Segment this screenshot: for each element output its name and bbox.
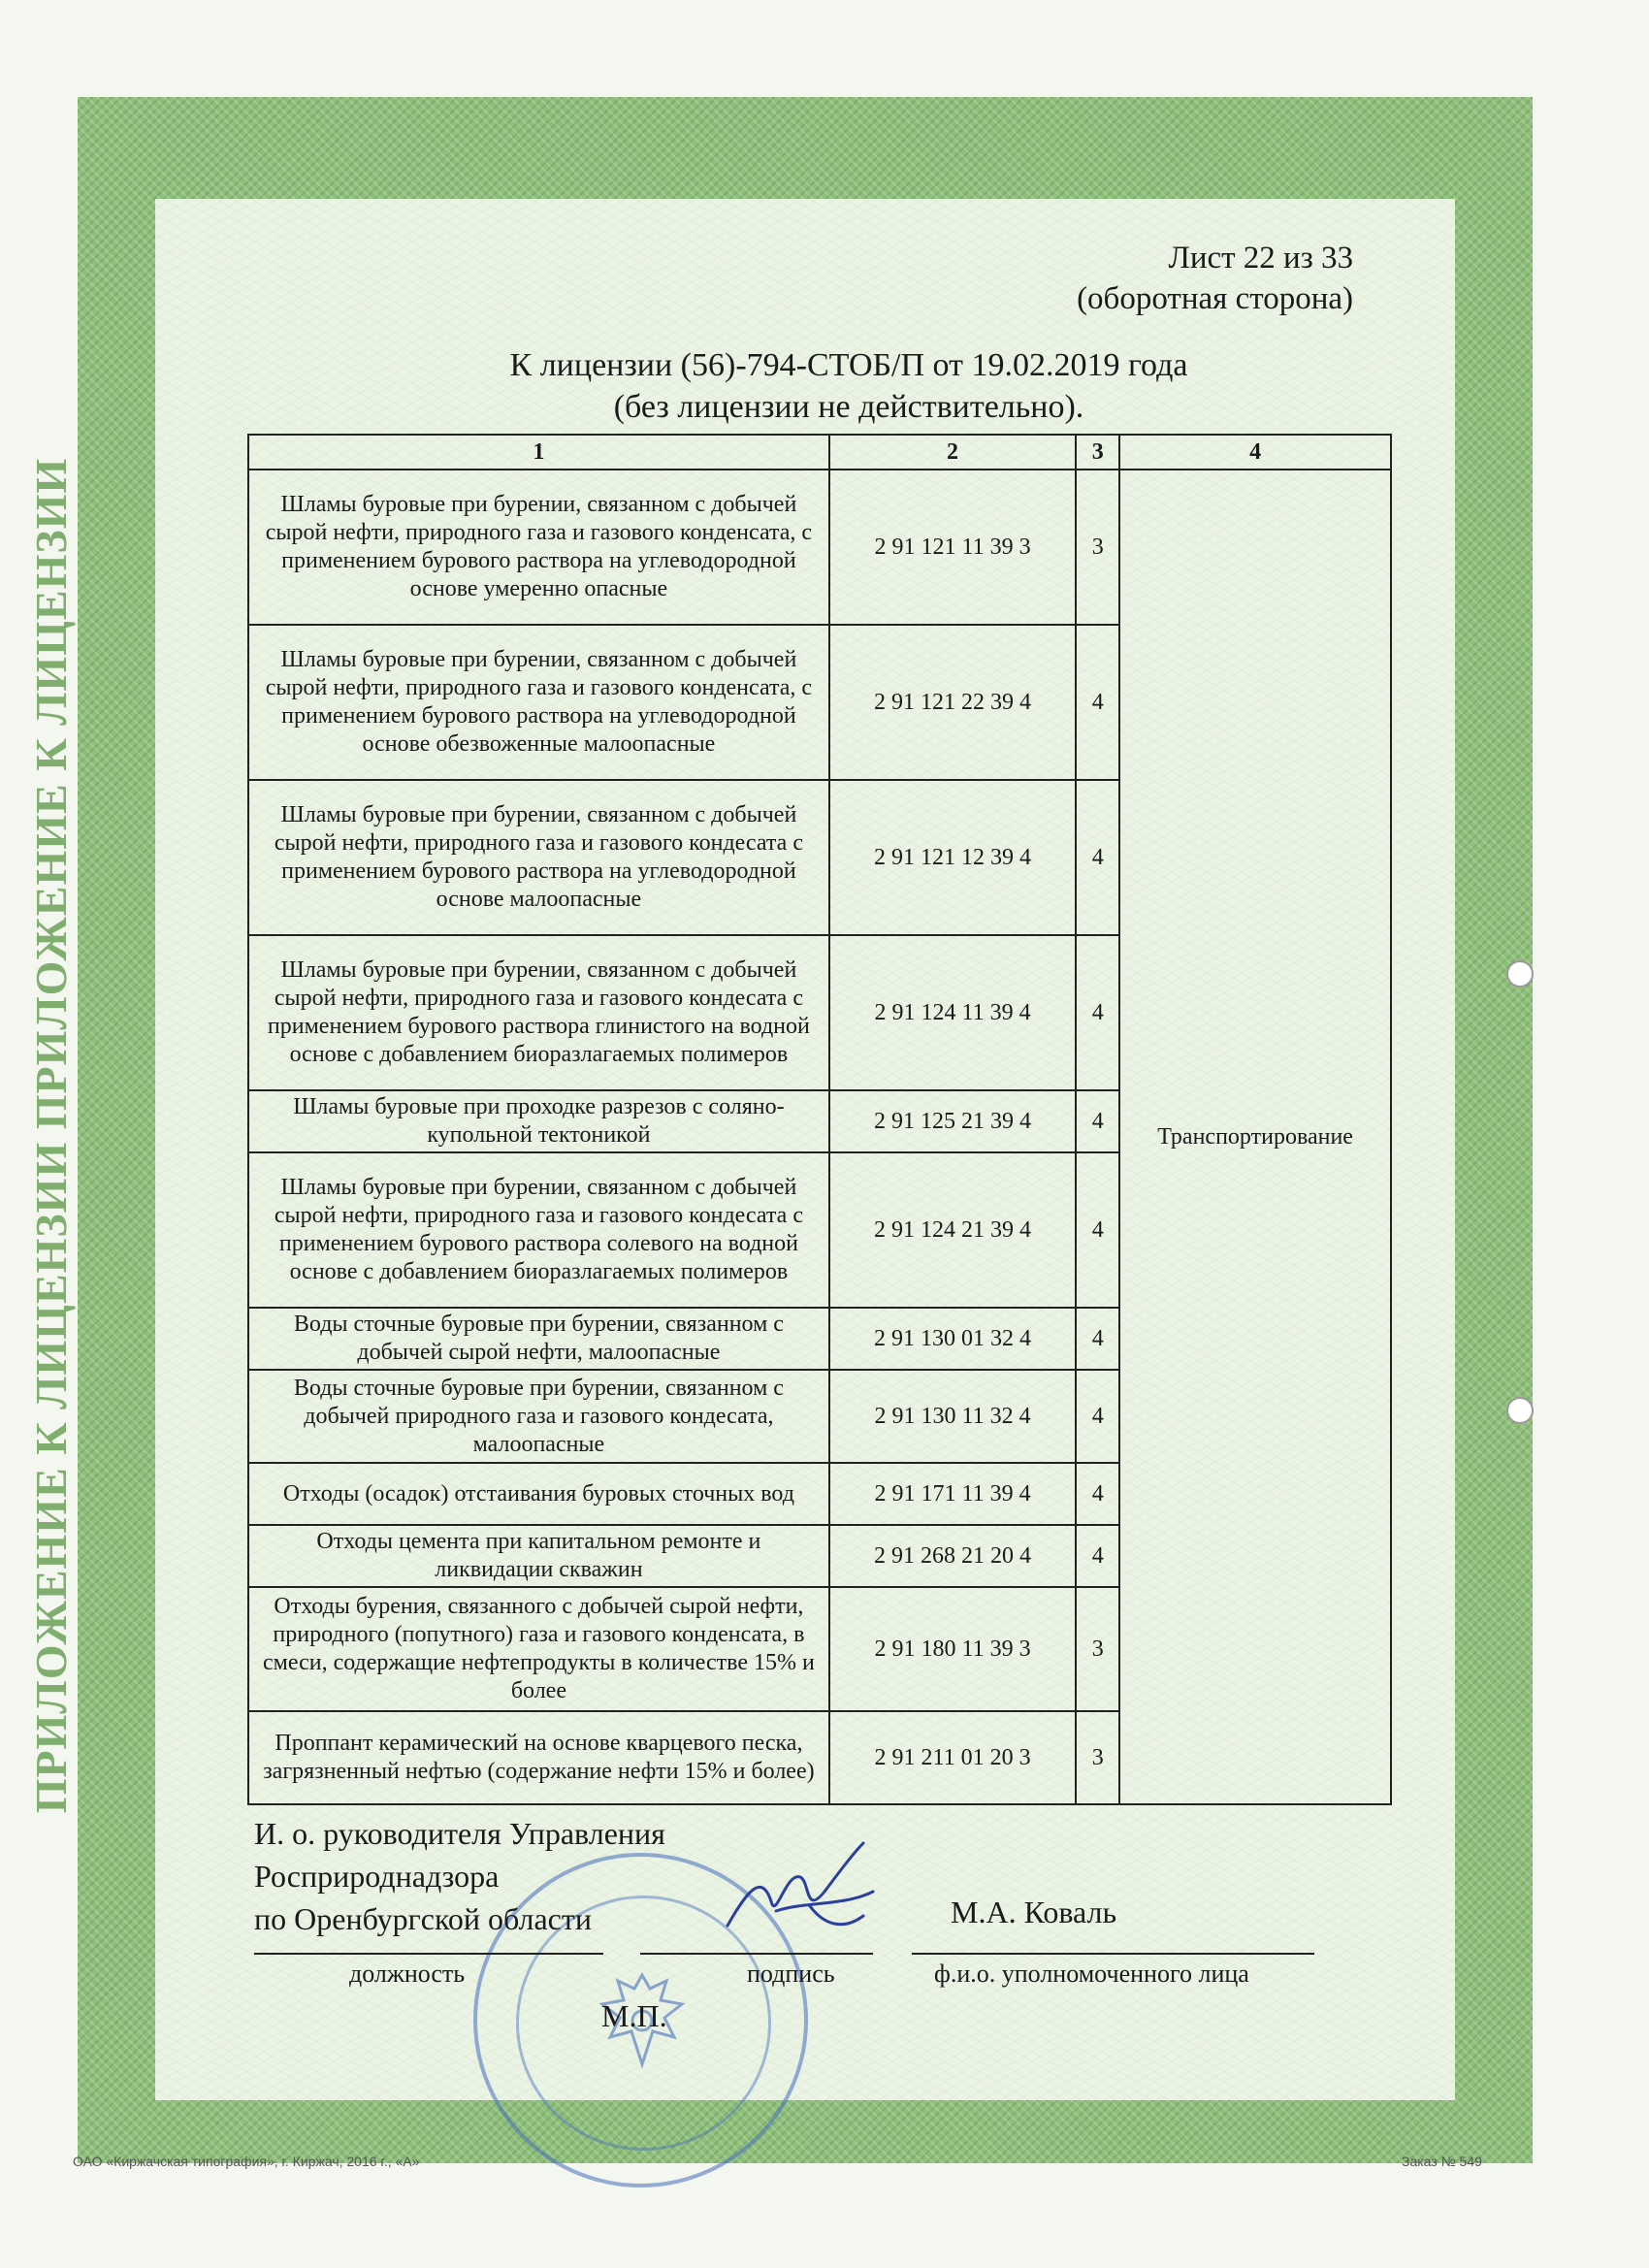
waste-code: 2 91 268 21 20 4 <box>829 1525 1076 1587</box>
sheet-line2: (оборотная сторона) <box>1077 281 1353 316</box>
punch-hole <box>1506 960 1534 988</box>
waste-code: 2 91 121 12 39 4 <box>829 780 1076 935</box>
waste-name: Шламы буровые при бурении, связанном с добычей сырой нефти, природного газа и газового конденсата, с применением бурового раствора на углеводородной основе обезвоженные малоопасные <box>248 625 829 780</box>
signatory-title-line3: по Оренбургской области <box>254 1901 592 1936</box>
hazard-class: 4 <box>1076 780 1119 935</box>
waste-name: Отходы цемента при капитальном ремонте и ликвидации скважин <box>248 1525 829 1587</box>
handwritten-signature <box>718 1833 912 1950</box>
waste-code: 2 91 124 21 39 4 <box>829 1152 1076 1308</box>
hazard-class: 4 <box>1076 1152 1119 1308</box>
punch-hole <box>1506 1397 1534 1424</box>
caption-position: должность <box>349 1960 466 1988</box>
waste-name: Шламы буровые при проходке разрезов с соляно-купольной тектоникой <box>248 1090 829 1152</box>
order-number: Заказ № 549 <box>1402 2154 1482 2169</box>
waste-name: Шламы буровые при бурении, связанном с добычей сырой нефти, природного газа и газового кондесата с применением бурового раствора солевого на водной основе с добавлением биоразлагаемых полимеров <box>248 1152 829 1308</box>
waste-name: Шламы буровые при бурении, связанном с добычей сырой нефти, природного газа и газового конденсата, с применением бурового раствора на углеводородной основе умеренно опасные <box>248 470 829 625</box>
hazard-class: 4 <box>1076 1308 1119 1370</box>
hazard-class: 4 <box>1076 625 1119 780</box>
waste-name: Проппант керамический на основе кварцевого песка, загрязненный нефтью (содержание нефти 15% и более) <box>248 1711 829 1804</box>
header-col-4: 4 <box>1119 435 1391 470</box>
stamp-place-label: М.П. <box>601 1998 667 2033</box>
waste-name: Отходы бурения, связанного с добычей сырой нефти, природного (попутного) газа и газового конденсата, в смеси, содержащие нефтепродукты в количестве 15% и более <box>248 1587 829 1711</box>
hazard-class: 3 <box>1076 470 1119 625</box>
activity-type: Транспортирование <box>1119 470 1391 1804</box>
side-band <box>27 146 76 2124</box>
header-col-2: 2 <box>829 435 1076 470</box>
waste-code: 2 91 125 21 39 4 <box>829 1090 1076 1152</box>
waste-table <box>247 434 1392 1805</box>
signatory-title <box>254 1812 665 1940</box>
waste-code: 2 91 211 01 20 3 <box>829 1711 1076 1804</box>
side-text: ПРИЛОЖЕНИЕ К ЛИЦЕНЗИИ ПРИЛОЖЕНИЕ К ЛИЦЕНЗИИ <box>26 457 77 1813</box>
waste-code: 2 91 130 01 32 4 <box>829 1308 1076 1370</box>
position-line <box>254 1953 603 1955</box>
sheet-number <box>1077 238 1353 319</box>
hazard-class: 4 <box>1076 1090 1119 1152</box>
sheet-line1: Лист 22 из 33 <box>1168 241 1353 275</box>
hazard-class: 4 <box>1076 935 1119 1090</box>
license-line2: (без лицензии не действительно). <box>613 389 1084 425</box>
waste-code: 2 91 130 11 32 4 <box>829 1370 1076 1463</box>
signatory-title-line2: Росприроднадзора <box>254 1859 500 1894</box>
license-reference <box>242 344 1455 428</box>
waste-code: 2 91 124 11 39 4 <box>829 935 1076 1090</box>
signatory-title-line1: И. о. руководителя Управления <box>254 1816 665 1851</box>
header-col-3: 3 <box>1076 435 1119 470</box>
caption-fio: ф.и.о. уполномоченного лица <box>934 1960 1249 1988</box>
waste-code: 2 91 121 11 39 3 <box>829 470 1076 625</box>
caption-signature: подпись <box>747 1960 835 1988</box>
printer-info: ОАО «Киржачская типография», г. Киржач, 2016 г., «А» <box>73 2154 420 2169</box>
waste-code: 2 91 171 11 39 4 <box>829 1463 1076 1525</box>
hazard-class: 3 <box>1076 1587 1119 1711</box>
hazard-class: 3 <box>1076 1711 1119 1804</box>
waste-name: Шламы буровые при бурении, связанном с добычей сырой нефти, природного газа и газового кондесата с применением бурового раствора глинистого на водной основе с добавлением биоразлагаемых полимеров <box>248 935 829 1090</box>
waste-code: 2 91 121 22 39 4 <box>829 625 1076 780</box>
hazard-class: 4 <box>1076 1370 1119 1463</box>
name-line <box>912 1953 1314 1955</box>
hazard-class: 4 <box>1076 1463 1119 1525</box>
license-line1: К лицензии (56)-794-СТОБ/П от 19.02.2019 года <box>509 347 1188 383</box>
header-col-1: 1 <box>248 435 829 470</box>
signature-line <box>640 1953 873 1955</box>
waste-name: Воды сточные буровые при бурении, связанном с добычей сырой нефти, малоопасные <box>248 1308 829 1370</box>
waste-name: Отходы (осадок) отстаивания буровых сточных вод <box>248 1463 829 1525</box>
hazard-class: 4 <box>1076 1525 1119 1587</box>
waste-code: 2 91 180 11 39 3 <box>829 1587 1076 1711</box>
table-header-row <box>248 435 1391 470</box>
waste-name: Шламы буровые при бурении, связанном с добычей сырой нефти, природного газа и газового кондесата с применением бурового раствора на углеводородной основе малоопасные <box>248 780 829 935</box>
table-row <box>248 470 1391 625</box>
waste-name: Воды сточные буровые при бурении, связанном с добычей природного газа и газового кондесата, малоопасные <box>248 1370 829 1463</box>
signatory-name: М.А. Коваль <box>951 1895 1117 1929</box>
